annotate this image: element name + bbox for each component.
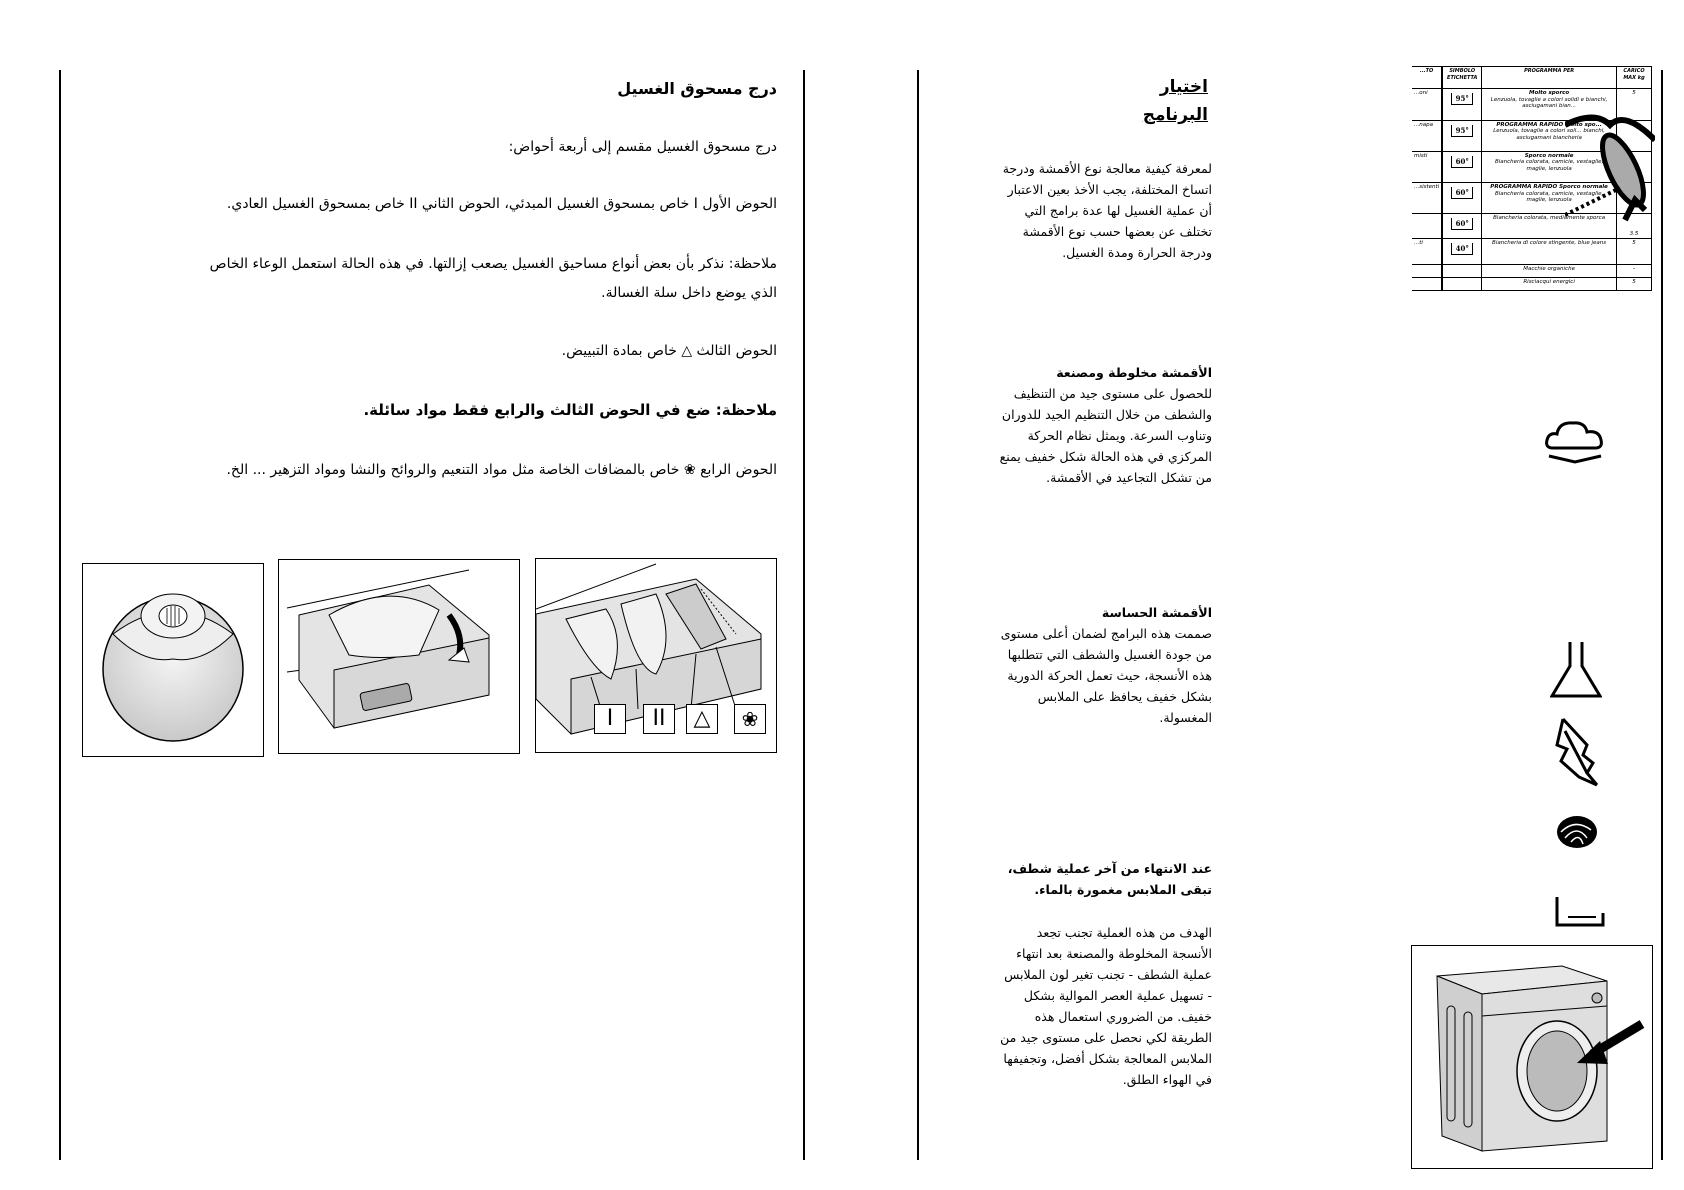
section-text: الهدف من هذه العملية تجنب تجعد الأنسجة المخلوطة والمصنعة بعد انتهاء عملية الشطف - تجنب تغير لون الملابس - تسهيل عملية العصر الموالية بشكل خفيف. من الضروري استعمال هذه الطريقة لكي نحصل على مستوى جيد من الملابس المعالجة بشكل أفضل، وتجفيفها في الهواء الطلق. xyxy=(1000,925,1212,1087)
table-row xyxy=(1412,264,1652,277)
symbol-cell xyxy=(1442,89,1482,120)
wash-tub-icon: 95° xyxy=(1451,93,1473,105)
drawer-insert-illustration xyxy=(278,559,520,754)
program-desc: Risciacqui energici xyxy=(1523,278,1575,285)
fabric-cell: ...oni xyxy=(1412,89,1442,120)
section-rinse-hold xyxy=(997,858,1212,1090)
compartment-label-softener: ❀ xyxy=(734,704,766,734)
bold-note: ملاحظة: ضع في الحوض الثالث والرابع فقط مواد سائلة. xyxy=(363,401,777,419)
symbol-cell xyxy=(1442,239,1482,264)
col-load: CARICO MAX kg xyxy=(1617,67,1652,89)
fabric-cell xyxy=(1412,264,1442,277)
program-cell xyxy=(1482,277,1617,290)
symbol-cell xyxy=(1442,120,1482,151)
program-cell xyxy=(1482,264,1617,277)
compartment-label-prewash: I xyxy=(594,704,626,734)
left-page-title: درج مسحوق الغسيل xyxy=(617,79,777,98)
program-desc: Biancheria colorata, mediamente sporca xyxy=(1493,215,1606,222)
paragraph: الحوض الرابع ❀ خاص بالمضافات الخاصة مثل مواد التنعيم والروائح والنشا ومواد التزهير ... الخ. xyxy=(226,462,777,478)
program-title: PROGRAMMA RAPIDO Molto spo... xyxy=(1496,121,1602,128)
wash-tub-icon: 60° xyxy=(1451,156,1473,168)
load-cell: 5 xyxy=(1617,277,1652,290)
right-page-title-line2: البرنامج xyxy=(1142,105,1208,125)
symbol-cell xyxy=(1442,151,1482,182)
section-delicate xyxy=(997,602,1212,728)
page-border-center-left xyxy=(803,70,805,1160)
program-title: Sporco normale xyxy=(1524,152,1574,159)
load-cell: - xyxy=(1617,264,1652,277)
right-page-title-line1: اختيار xyxy=(1159,77,1208,97)
program-title: PROGRAMMA RAPIDO Sporco normale xyxy=(1490,184,1608,191)
program-desc: Macchie organiche xyxy=(1523,265,1575,272)
intro-paragraph xyxy=(997,158,1212,263)
col-symbol: SIMBOLO ETICHETTA xyxy=(1442,67,1482,89)
program-desc: Biancheria di colore stingente, blue jeans xyxy=(1492,240,1607,247)
dosing-ball-illustration xyxy=(82,563,264,757)
washing-machine-illustration xyxy=(1411,945,1653,1169)
program-desc: Lenzuola, tovaglie a colori solidi e bianchi, asciugamani bian... xyxy=(1490,96,1608,110)
wash-tub-icon: 60° xyxy=(1451,187,1473,199)
page-border-center-right xyxy=(917,70,919,1160)
page-border-left xyxy=(59,70,61,1160)
section-heading: الأقمشة مخلوطة ومصنعة xyxy=(1056,365,1212,380)
paragraph: درج مسحوق الغسيل مقسم إلى أربعة أحواض: xyxy=(508,139,777,155)
symbol-cell xyxy=(1442,277,1482,290)
fabric-cell: ...sistenti xyxy=(1412,183,1442,214)
wash-tub-icon: 60° xyxy=(1451,218,1473,230)
wash-tub-icon: 95° xyxy=(1451,125,1473,137)
program-desc: Lenzuola, tovaglie a colori soli... bianchi, asciugamani biancheria xyxy=(1493,128,1605,141)
fabric-cell xyxy=(1412,277,1442,290)
fabric-cell xyxy=(1412,214,1442,239)
section-heading: الأقمشة الحساسة xyxy=(1101,605,1212,620)
col-program: PROGRAMMA PER xyxy=(1482,67,1617,89)
load-cell: 3.5 xyxy=(1617,214,1652,239)
symbol-cell xyxy=(1442,183,1482,214)
table-header-row xyxy=(1412,67,1652,89)
wash-tub-icon: 40° xyxy=(1451,243,1473,255)
paragraph: ملاحظة: نذكر بأن بعض أنواع مساحيق الغسيل يصعب إزالتها. في هذه الحالة استعمل الوعاء الخاص xyxy=(209,256,777,272)
program-title: Molto sporco xyxy=(1529,90,1570,97)
delicate-feather-icon xyxy=(1553,715,1601,791)
fabric-cell: ...napa xyxy=(1412,120,1442,151)
table-row xyxy=(1412,239,1652,264)
paragraph: الذي يوضع داخل سلة الغسالة. xyxy=(601,285,777,301)
synthetic-flask-icon xyxy=(1550,640,1602,700)
load-cell: 5 xyxy=(1617,239,1652,264)
table-row xyxy=(1412,277,1652,290)
section-heading: عند الانتهاء من آخر عملية شطف، تبقى الملابس مغمورة بالماء. xyxy=(1007,861,1212,897)
paragraph: الحوض الثالث △ خاص بمادة التبييض. xyxy=(561,343,777,359)
section-mixed-synthetic xyxy=(997,362,1212,488)
section-text: للحصول على مستوى جيد من التنظيف والشطف من خلال التنظيم الجيد للدوران وتناوب السرعة. ويمثل نظام الحركة المركزي في هذه الحالة شكل خفيف يمنع من تشكل التجاعيد في الأقمشة. xyxy=(999,386,1212,485)
fabric-cell: ...ti xyxy=(1412,239,1442,264)
paragraph: الحوض الأول I خاص بمسحوق الغسيل المبدئي، الحوض الثاني II خاص بمسحوق الغسيل العادي. xyxy=(226,196,777,212)
intro-text: لمعرفة كيفية معالجة نوع الأقمشة ودرجة اتساخ المختلفة، يجب الأخذ بعين الاعتبار أن عملية الغسيل لها عدة برامج التي تختلف عن بعضها حسب نوع الأقمشة ودرجة الحرارة ومدة الغسيل. xyxy=(1002,161,1212,260)
fabric-cell: misti xyxy=(1412,151,1442,182)
symbol-cell xyxy=(1442,214,1482,239)
drawer-compartments-illustration xyxy=(535,558,777,753)
basin-icon xyxy=(1554,895,1606,929)
page-border-right xyxy=(1661,70,1663,1160)
program-desc: Biancheria colorata, camicie, vestaglie, maglie, lenzuola xyxy=(1494,190,1604,204)
load-cell: 5 xyxy=(1617,89,1652,120)
cotton-cloud-icon xyxy=(1543,418,1607,466)
col-fabric: ...TO xyxy=(1412,67,1442,89)
wool-ball-icon xyxy=(1555,810,1599,850)
glove-overlay-illustration xyxy=(1565,110,1655,240)
symbol-cell xyxy=(1442,264,1482,277)
compartment-label-bleach: △ xyxy=(686,704,718,734)
program-cell xyxy=(1482,239,1617,264)
compartment-label-wash: II xyxy=(643,704,675,734)
section-text: صممت هذه البرامج لضمان أعلى مستوى من جودة الغسيل والشطف التي تتطلبها هذه الأنسجة، حيث تعمل الحركة الدورية بشكل خفيف يحافظ على الملابس المغسولة. xyxy=(1000,626,1212,725)
program-desc: Biancheria colorata, camicie, vestaglie, maglie, lenzuola xyxy=(1494,159,1604,172)
